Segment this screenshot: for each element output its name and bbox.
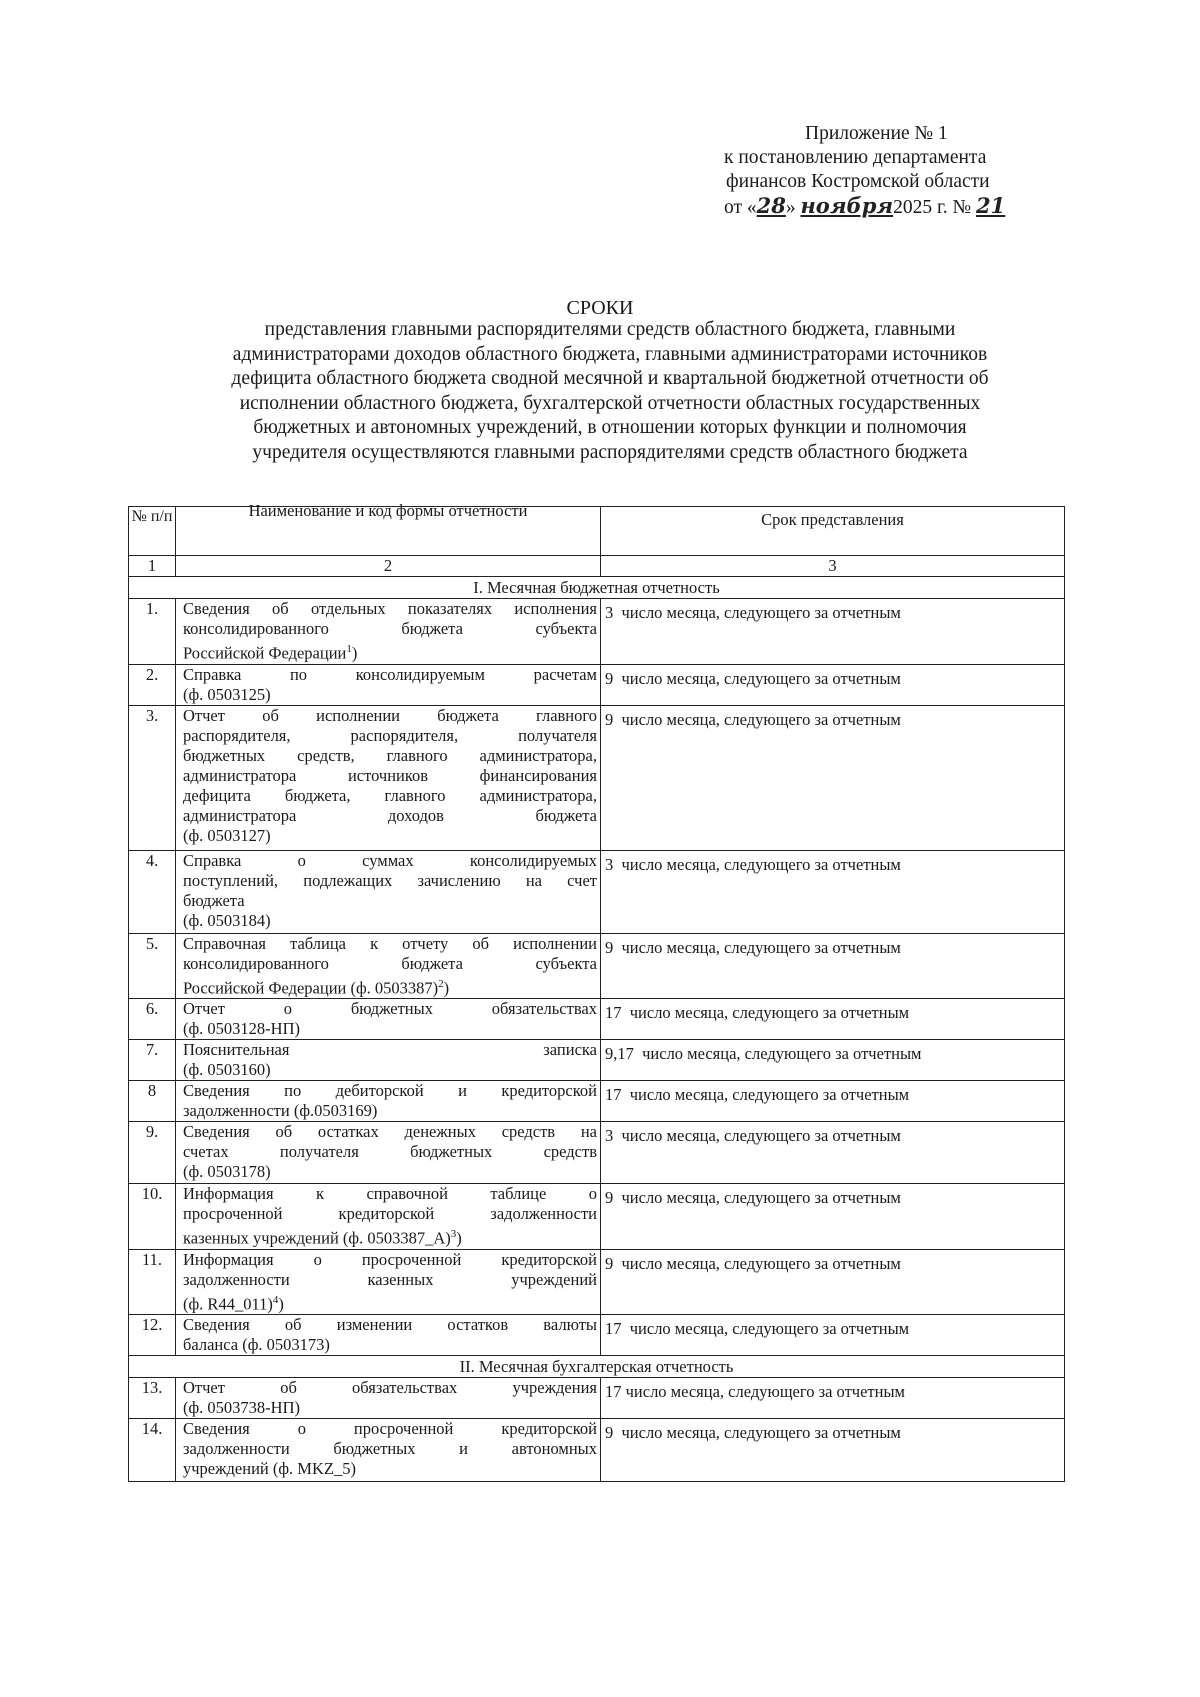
form-name-line: счетах получателя бюджетных средств bbox=[183, 1142, 597, 1161]
form-name-cell bbox=[176, 933, 601, 999]
row-number: 3. bbox=[129, 705, 176, 850]
form-name-line: дефицита бюджета, главного администратора, bbox=[183, 785, 597, 805]
form-name-last-line bbox=[183, 1101, 597, 1121]
form-name-line: Сведения об изменении остатков валюты bbox=[183, 1315, 597, 1334]
form-name-last-line bbox=[183, 1224, 597, 1249]
subtitle-line: администраторами доходов областного бюджета, главными администраторами источников bbox=[232, 343, 988, 365]
deadline-cell bbox=[601, 1378, 1065, 1419]
header-form-name: Наименование и код формы отчетности bbox=[176, 507, 601, 556]
form-name-line: Сведения об остатках денежных средств на bbox=[183, 1122, 597, 1141]
row-number: 11. bbox=[129, 1249, 176, 1315]
subtitle-line: учредителя осуществляются главными распорядителями средств областного бюджета bbox=[252, 441, 968, 463]
footnote-paren: ) bbox=[456, 1228, 462, 1248]
footnote-paren: ) bbox=[278, 1294, 284, 1313]
form-code: (ф. 0503125) bbox=[183, 684, 271, 704]
form-code: учреждений (ф. MKZ_5) bbox=[183, 1459, 356, 1478]
form-name-last-line bbox=[183, 685, 597, 705]
deadline-cell bbox=[601, 705, 1065, 850]
deadline-text: 9 число месяца, следующего за отчетным bbox=[605, 1188, 901, 1207]
form-name-cell bbox=[176, 664, 601, 705]
form-name-last-line bbox=[183, 974, 597, 999]
annex-line-resolution: к постановлению департамента bbox=[724, 147, 987, 168]
section-title: II. Месячная бухгалтерская отчетность bbox=[129, 1356, 1065, 1378]
form-name-line: задолженности казенных учреждений bbox=[183, 1269, 597, 1289]
column-number: 3 bbox=[601, 556, 1065, 577]
footnote-paren: ) bbox=[351, 643, 358, 663]
deadline-text: 17 число месяца, следующего за отчетным bbox=[605, 1319, 910, 1338]
form-name-line: поступлений, подлежащих зачислению на счет bbox=[183, 870, 597, 890]
deadline-cell bbox=[601, 999, 1065, 1040]
table-row bbox=[129, 1378, 1065, 1419]
form-name-line: Информация о просроченной кредиторской bbox=[183, 1249, 597, 1269]
form-name-line: консолидированного бюджета субъекта bbox=[183, 953, 597, 973]
form-name-cell bbox=[176, 999, 601, 1040]
deadline-cell bbox=[601, 1184, 1065, 1250]
column-number-row bbox=[129, 556, 1065, 577]
form-code: баланса (ф. 0503173) bbox=[183, 1335, 330, 1354]
form-name-line: Информация к справочной таблице о bbox=[183, 1184, 597, 1203]
row-number: 4. bbox=[129, 850, 176, 933]
annex-header bbox=[724, 122, 1044, 220]
section-title: I. Месячная бюджетная отчетность bbox=[129, 577, 1065, 599]
header-number: № п/п bbox=[129, 507, 176, 556]
deadline-cell bbox=[601, 1122, 1065, 1184]
deadline-cell bbox=[601, 1081, 1065, 1122]
deadline-text: 3 число месяца, следующего за отчетным bbox=[605, 603, 901, 622]
deadline-text: 3 число месяца, следующего за отчетным bbox=[605, 854, 901, 874]
table-row bbox=[129, 705, 1065, 850]
deadline-cell bbox=[601, 1315, 1065, 1356]
deadline-cell bbox=[601, 599, 1065, 665]
form-name-cell bbox=[176, 1315, 601, 1356]
deadline-cell bbox=[601, 933, 1065, 999]
form-name-line: Справочная таблица к отчету об исполнении bbox=[183, 933, 597, 953]
table-row bbox=[129, 1040, 1065, 1081]
table-header-row bbox=[129, 507, 1065, 556]
form-name-cell bbox=[176, 1122, 601, 1184]
table-row bbox=[129, 1249, 1065, 1315]
row-number: 9. bbox=[129, 1122, 176, 1184]
form-code: казенных учреждений (ф. 0503387_А) bbox=[183, 1228, 451, 1248]
column-number: 2 bbox=[176, 556, 601, 577]
handwritten-number: 21 bbox=[976, 193, 1006, 218]
footnote-mark: 2 bbox=[438, 977, 444, 990]
footnote-mark: 3 bbox=[450, 1228, 457, 1240]
row-number: 2. bbox=[129, 664, 176, 705]
form-name-cell bbox=[176, 1378, 601, 1419]
form-name-line: Сведения по дебиторской и кредиторской bbox=[183, 1081, 597, 1100]
form-name-line: консолидированного бюджета субъекта bbox=[183, 619, 597, 638]
form-name-cell bbox=[176, 599, 601, 665]
annex-number: Приложение № 1 bbox=[805, 123, 948, 144]
form-name-last-line bbox=[183, 1060, 597, 1080]
table-row bbox=[129, 933, 1065, 999]
form-code: (ф. 0503178) bbox=[183, 1162, 271, 1181]
row-number: 8 bbox=[129, 1081, 176, 1122]
deadline-text: 17 число месяца, следующего за отчетным bbox=[605, 1382, 905, 1401]
section-monthly-budget bbox=[129, 577, 1065, 599]
deadline-cell bbox=[601, 664, 1065, 705]
form-code: Российской Федерации (ф. 0503387) bbox=[183, 978, 439, 997]
form-name-cell bbox=[176, 705, 601, 850]
form-name-line: бюджета bbox=[183, 890, 245, 910]
form-name-last-line bbox=[183, 1335, 597, 1355]
deadlines-table bbox=[128, 501, 1065, 1482]
form-name-line: администратора источников финансирования bbox=[183, 765, 597, 785]
deadline-cell bbox=[601, 850, 1065, 933]
deadline-cell bbox=[601, 1040, 1065, 1081]
form-code: (ф. 0503738-НП) bbox=[183, 1398, 301, 1417]
subtitle-line: исполнении областного бюджета, бухгалтерской отчетности областных государственных bbox=[239, 392, 981, 414]
form-code: (ф. 0503184) bbox=[183, 910, 271, 930]
row-number: 10. bbox=[129, 1184, 176, 1250]
form-name-line: Отчет об исполнении бюджета главного bbox=[183, 705, 597, 725]
form-name-cell bbox=[176, 1249, 601, 1315]
form-name-last-line bbox=[183, 826, 597, 846]
row-number: 1. bbox=[129, 599, 176, 665]
form-name-last-line bbox=[183, 1162, 597, 1182]
form-name-last-line bbox=[183, 639, 597, 664]
form-name-cell bbox=[176, 1081, 601, 1122]
form-name-last-line bbox=[183, 1398, 597, 1418]
row-number: 6. bbox=[129, 999, 176, 1040]
form-code: (ф. 0503127) bbox=[183, 825, 271, 845]
document-subtitle bbox=[160, 318, 1060, 466]
form-name-line: задолженности бюджетных и автономных bbox=[183, 1439, 597, 1458]
document-title: СРОКИ bbox=[566, 297, 634, 319]
form-name-last-line bbox=[183, 1459, 597, 1479]
footnote-mark: 1 bbox=[346, 643, 352, 655]
row-number: 13. bbox=[129, 1378, 176, 1419]
annex-line-department: финансов Костромской области bbox=[726, 171, 990, 192]
deadline-text: 9 число месяца, следующего за отчетным bbox=[605, 709, 901, 729]
deadline-text: 9 число месяца, следующего за отчетным bbox=[605, 1423, 901, 1442]
form-name-line: администратора доходов бюджета bbox=[183, 805, 597, 825]
form-name-last-line bbox=[183, 1290, 597, 1315]
form-name-line: бюджетных средств, главного администратора, bbox=[183, 745, 597, 765]
form-code: задолженности (ф.0503169) bbox=[183, 1101, 378, 1120]
row-number: 12. bbox=[129, 1315, 176, 1356]
form-name-line: распорядителя, распорядителя, получателя bbox=[183, 725, 597, 745]
date-prefix: от « bbox=[724, 197, 757, 218]
form-code: (ф. R44_011) bbox=[183, 1294, 273, 1313]
form-code: Российской Федерации bbox=[183, 643, 347, 663]
deadline-text: 9,17 число месяца, следующего за отчетным bbox=[605, 1044, 922, 1063]
footnote-paren: ) bbox=[443, 978, 450, 997]
table-row bbox=[129, 1419, 1065, 1482]
subtitle-line: дефицита областного бюджета сводной месячной и квартальной бюджетной отчетности об bbox=[231, 368, 989, 390]
form-name-cell bbox=[176, 850, 601, 933]
deadline-text: 17 число месяца, следующего за отчетным bbox=[605, 1085, 910, 1104]
deadline-text: 9 число месяца, следующего за отчетным bbox=[605, 1253, 901, 1273]
footnote-mark: 4 bbox=[272, 1293, 279, 1306]
handwritten-month: ноября bbox=[800, 193, 894, 218]
form-name-line: Отчет о бюджетных обязательствах bbox=[183, 999, 597, 1018]
deadline-cell bbox=[601, 1249, 1065, 1315]
deadline-text: 9 число месяца, следующего за отчетным bbox=[605, 937, 901, 957]
table-row bbox=[129, 850, 1065, 933]
table-row bbox=[129, 999, 1065, 1040]
form-name-last-line bbox=[183, 1019, 597, 1039]
deadline-text: 3 число месяца, следующего за отчетным bbox=[605, 1126, 901, 1145]
table-row bbox=[129, 1184, 1065, 1250]
subtitle-line: представления главными распорядителями средств областного бюджета, главными bbox=[264, 319, 956, 340]
section-monthly-accounting bbox=[129, 1356, 1065, 1378]
deadline-cell bbox=[601, 1419, 1065, 1482]
date-year: 2025 г. № bbox=[893, 197, 972, 218]
form-code: (ф. 0503128-НП) bbox=[183, 1019, 301, 1038]
form-code: (ф. 0503160) bbox=[183, 1060, 271, 1079]
deadline-text: 9 число месяца, следующего за отчетным bbox=[605, 668, 901, 688]
table-row bbox=[129, 1122, 1065, 1184]
row-number: 5. bbox=[129, 933, 176, 999]
form-name-line: Справка по консолидируемым расчетам bbox=[183, 664, 597, 684]
form-name-line: Отчет об обязательствах учреждения bbox=[183, 1378, 597, 1397]
subtitle-line: бюджетных и автономных учреждений, в отношении которых функции и полномочия bbox=[253, 417, 967, 439]
column-number: 1 bbox=[129, 556, 176, 577]
table-row bbox=[129, 664, 1065, 705]
form-name-line: Сведения об отдельных показателях исполнения bbox=[183, 599, 597, 618]
handwritten-day: 28 bbox=[756, 193, 786, 218]
form-name-last-line bbox=[183, 911, 597, 931]
form-name-line: Сведения о просроченной кредиторской bbox=[183, 1419, 597, 1438]
form-name-cell bbox=[176, 1419, 601, 1482]
deadline-text: 17 число месяца, следующего за отчетным bbox=[605, 1003, 910, 1022]
date-mid: » bbox=[785, 197, 796, 218]
table-row bbox=[129, 1315, 1065, 1356]
row-number: 14. bbox=[129, 1419, 176, 1482]
annex-date-line bbox=[724, 194, 1044, 220]
form-name-cell bbox=[176, 1040, 601, 1081]
form-name-line: Пояснительная записка bbox=[183, 1040, 597, 1059]
form-name-line: Справка о суммах консолидируемых bbox=[183, 850, 597, 870]
header-deadline: Срок представления bbox=[601, 507, 1065, 556]
table-row bbox=[129, 1081, 1065, 1122]
form-name-cell bbox=[176, 1184, 601, 1250]
table-row bbox=[129, 599, 1065, 665]
form-name-line: просроченной кредиторской задолженности bbox=[183, 1204, 597, 1223]
row-number: 7. bbox=[129, 1040, 176, 1081]
